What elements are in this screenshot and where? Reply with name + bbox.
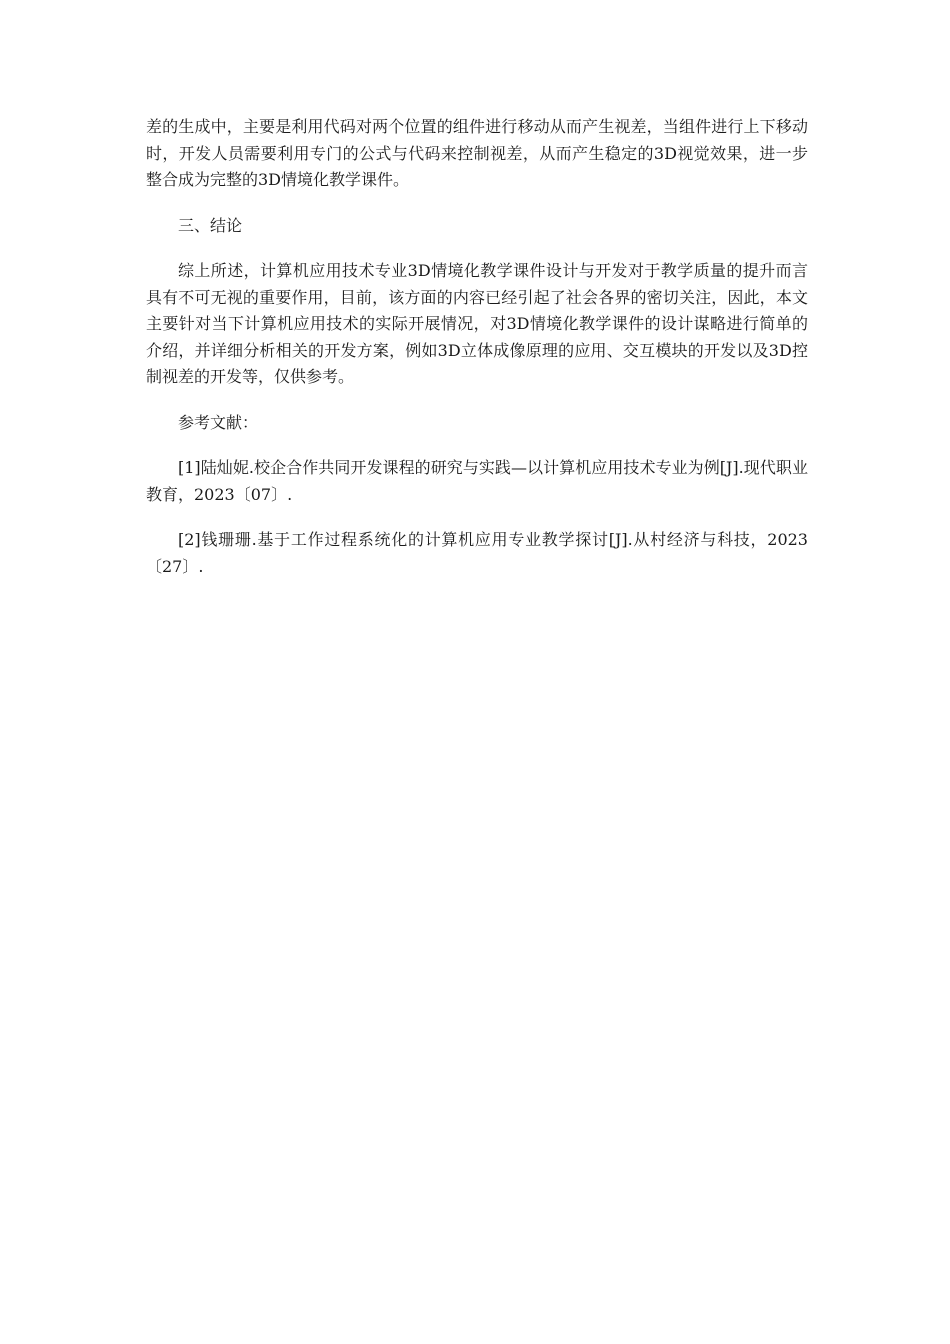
body-paragraph-conclusion: 综上所述，计算机应用技术专业3D情境化教学课件设计与开发对于教学质量的提升而言具有不可无视的重要作用，目前，该方面的内容已经引起了社会各界的密切关注，因此，本文主要针对当下计算机应用技术的实际开展情况，对3D情境化教学课件的设计谋略进行简单的介绍，并详细分析相关的开发方案，例如3D立体成像原理的应用、交互模块的开发以及3D控制视差的开发等，仅供参考。: [146, 261, 808, 386]
section-heading-conclusion: 三、结论: [178, 215, 243, 235]
references-heading: 参考文献：: [178, 412, 259, 432]
reference-item-1: [1]陆灿妮.校企合作共同开发课程的研究与实践—以计算机应用技术专业为例[J].现代职业教育，2023〔07〕.: [146, 458, 808, 504]
document-page: [146, 114, 808, 580]
body-paragraph-continuation: 差的生成中，主要是利用代码对两个位置的组件进行移动从而产生视差，当组件进行上下移动时，开发人员需要利用专门的公式与代码来控制视差，从而产生稳定的3D视觉效果，进一步整合成为完整的3D情境化教学课件。: [146, 117, 808, 189]
reference-item-2: [2]钱珊珊.基于工作过程系统化的计算机应用专业教学探讨[J].从村经济与科技，2023〔27〕.: [146, 530, 808, 576]
